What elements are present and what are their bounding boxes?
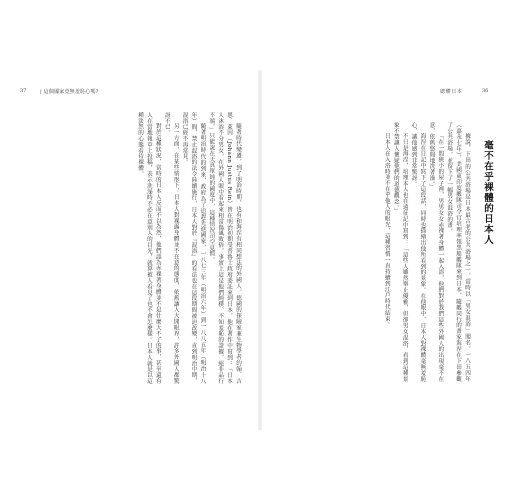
paragraph: 海涅在日記中寫下了這段話，同時也描繪出他所看到的景象。在他眼中，日本人對裸體毫無羞恥心，讓他感到非常驚訝。 [410,122,426,382]
left-page [0,0,258,500]
left-body-text [16,112,242,384]
paragraph: 日本人在入浴時並不在乎他人的眼光，這種習慣一直持續到江戶時代結束。 [383,133,390,328]
right-body-text [278,122,471,382]
section-heading: 毫不在乎裸體的日本人 [482,140,493,245]
left-page-number: 37 [20,88,27,94]
paragraph: 隨著時代變遷，到了明治時期，也有和海涅有相同想法的外國人。德國的探險家兼生物學者約翰．吉恩．萊因（Johann Justus Rein）曾在明治初期受普魯士政府委託來到日本，他在著作中寫到：「日本人沐浴不分男女，在外國人眼中看起來相當傷風敗俗，事實上這是他們純樸、不知羞恥的證據，絕非品行不端。」只能說在天真單純的國度中，這種情況司空見慣。 [208,112,241,384]
paragraph: 隨著明治時代的到來，政府為了追趕先進國家，一八七三年（明治六年）到一八八五年（明治十八年）間，禁止混浴的法令陸續施行，日本人對於『混浴』的看法也在這段期間被迫改變，直到明治中期，混浴已經不再常見。 [181,112,206,384]
paragraph: 不只是海涅，培理本人也在遠征記中寫到：「這些人雖然舉止優雅，但卻男女混浴，看到這種景象不禁讓人懷疑他們的道德觀念。」 [392,122,408,382]
paragraph: 「在一間狹小的屋子裡，男男女女赤裸著身體一起入浴，他們對於我們這些外國人的出現毫不在意，依舊悠閒地洗著澡。」 [428,122,444,382]
right-running-title: 總體日本 [440,89,463,95]
paragraph: 另一方面，在某些情形下，日本人對裸露身體並不在意的態度，依舊讓人大開眼界，許多外國人都驚訝不已。 [163,112,179,384]
right-page-number: 36 [482,88,489,94]
paragraph: 對於這種狀況，當時的日本人反而不以為然，他們認為赤裸著身體並不是什麼大不了的事，甚至還有人在當地報章上投稿，表示洗澡時不必在意別人的目光，就算被人看見了也不會怎麼樣。日本人就是以這種淡然的心態看待裸體。 [137,112,161,384]
left-running-title: | 這個國家竟無羞恥心嗎? [40,89,99,95]
paragraph: 據說，下田的公共浴場是日本最古老的公共浴場之一，當時以「男女混浴」聞名。一八五四年（嘉永七年），美國東印度艦隊司令官培理率領黑船艦隊來到日本，隨艦同行的畫家海涅在下田參觀了公共浴場，並留下了一幅男女混浴的畫。 [446,122,470,382]
